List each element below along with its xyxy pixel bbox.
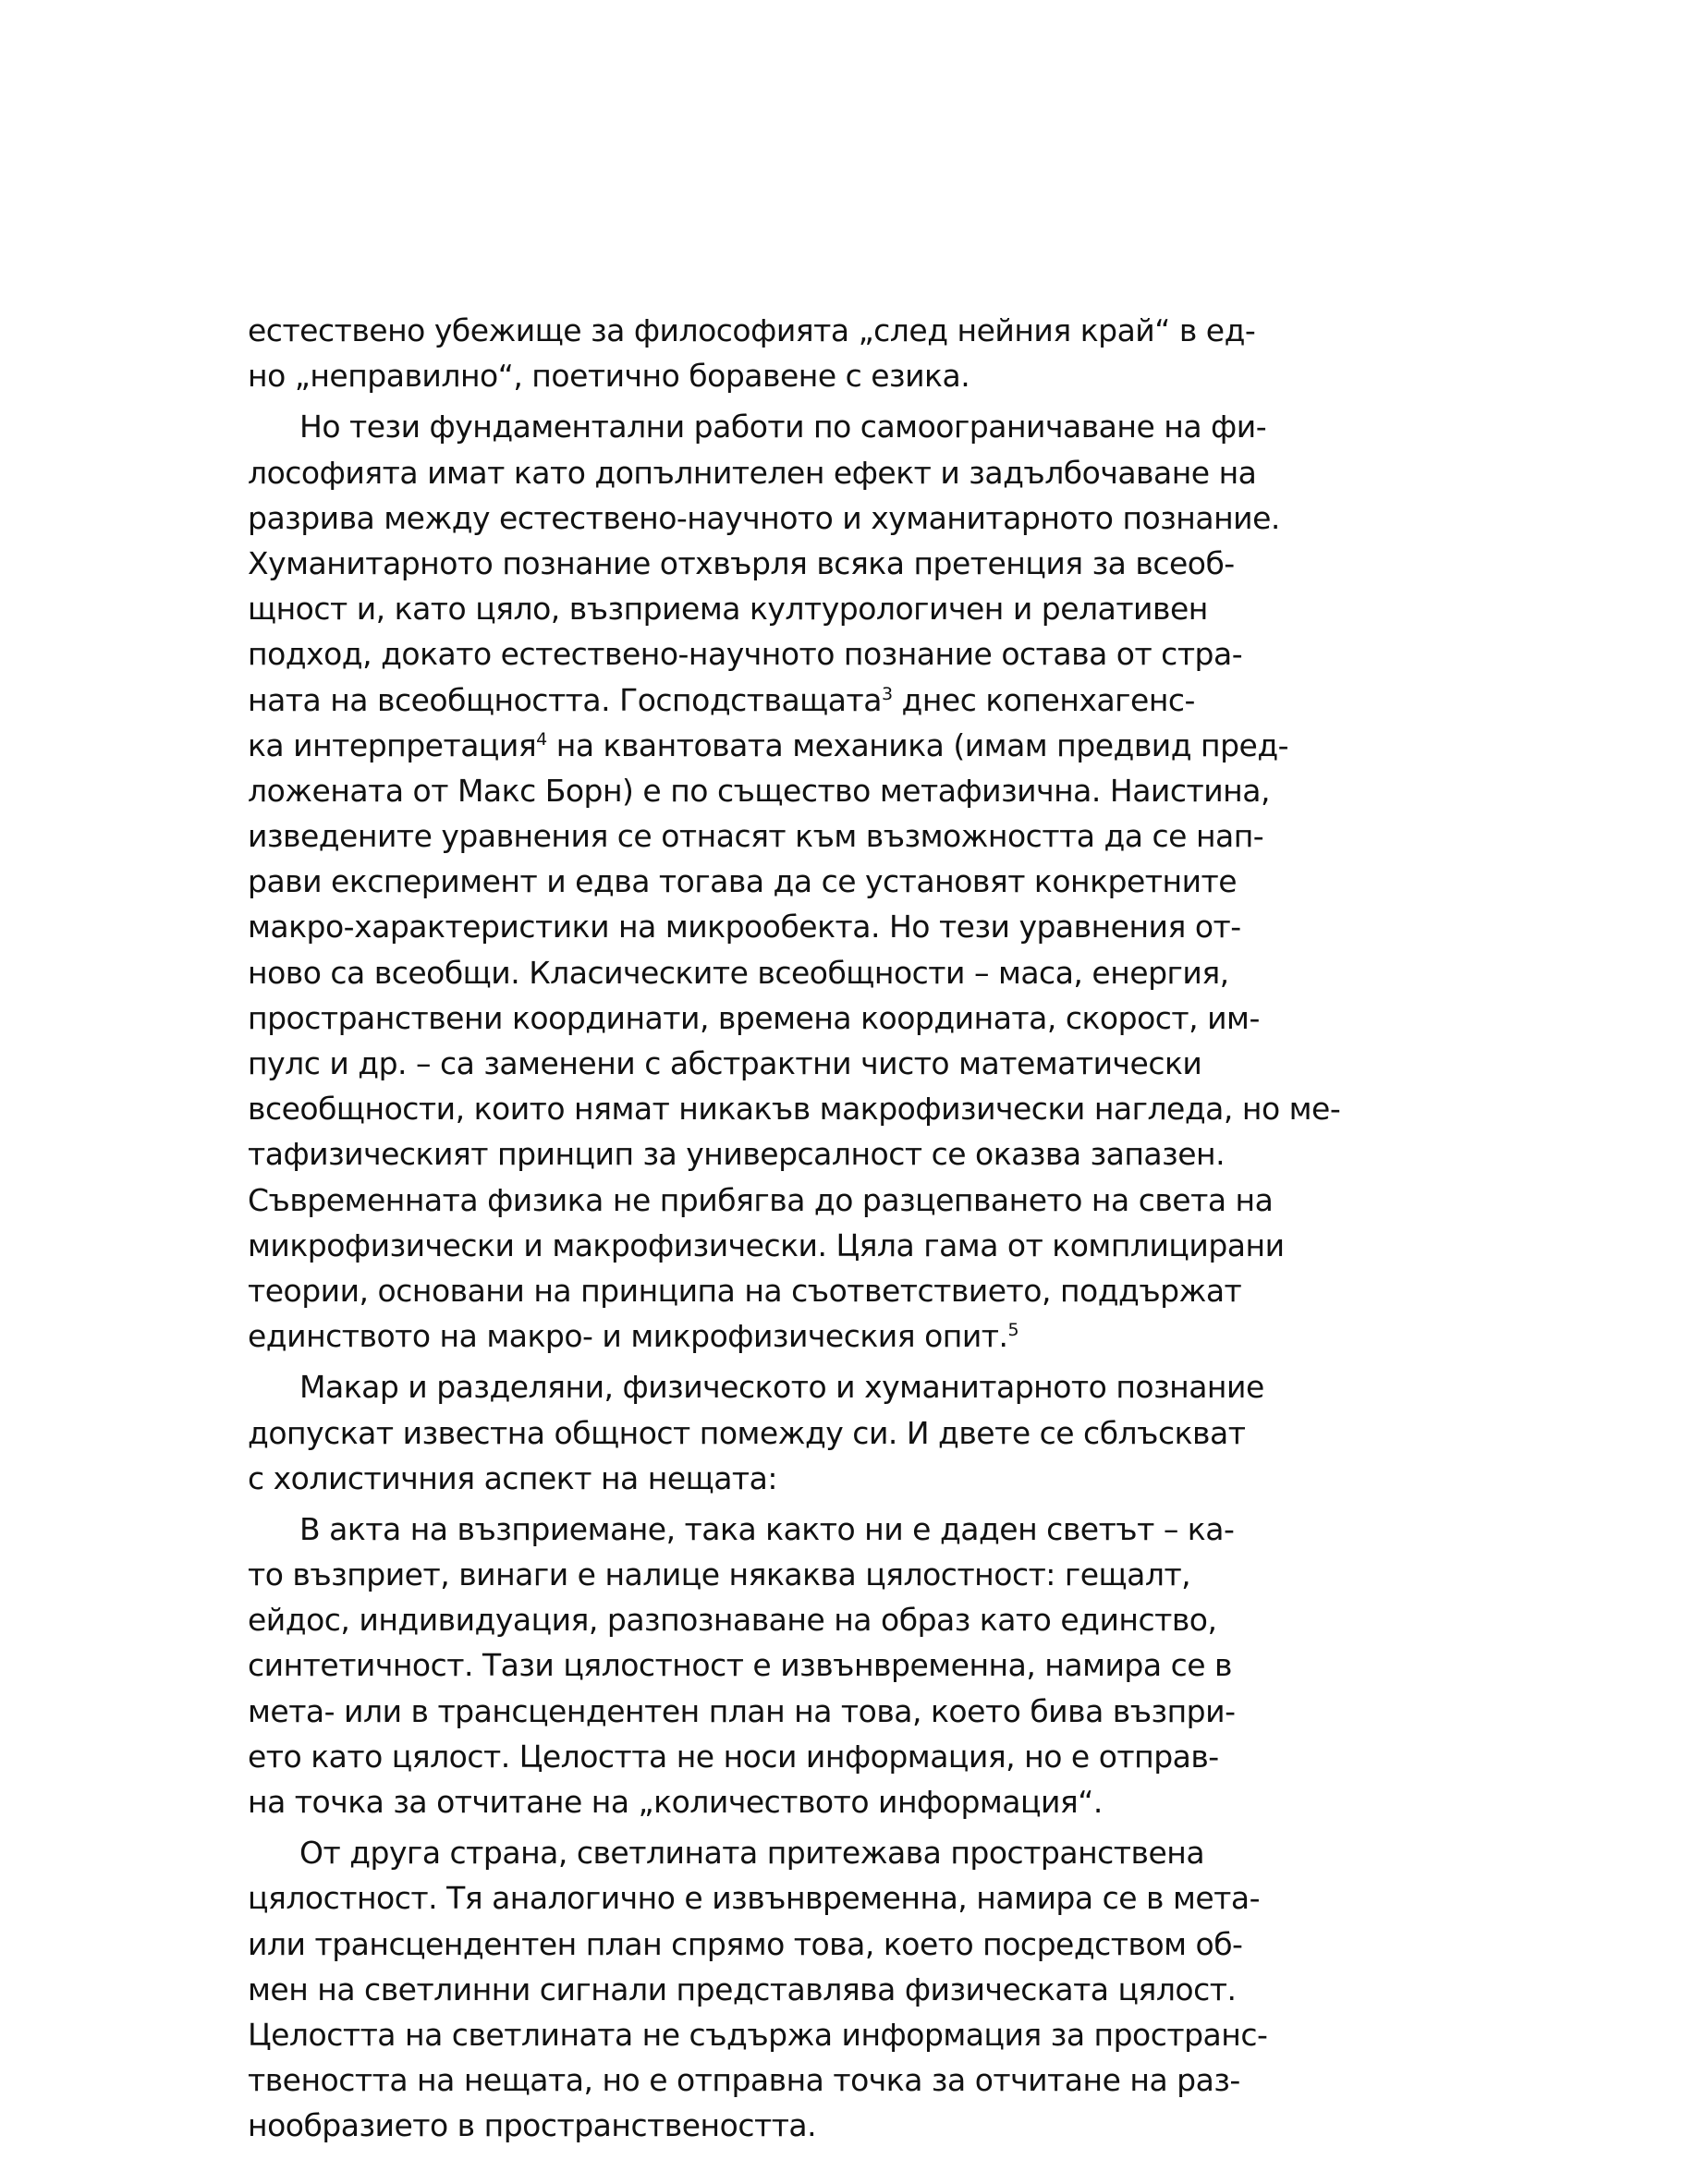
text-line: щност и, като цяло, възприема културологичен и релативен bbox=[248, 591, 1208, 628]
text-line: лософията имат като допълнителен ефект и задълбочаване на bbox=[248, 454, 1257, 491]
text-line-with-footnote bbox=[248, 677, 1348, 723]
line-text: единството на макро- и микрофизическия опит. bbox=[248, 1318, 1008, 1355]
text-line: тафизическият принцип за универсалност се оказва запазен. bbox=[248, 1136, 1226, 1173]
text-line: рави експеримент и едва тогава да се установят конкретните bbox=[248, 863, 1238, 900]
text-line: Съвременната физика не прибягва до разцепването на света на bbox=[248, 1181, 1274, 1218]
text-line: От друга страна, светлината притежава пространствена bbox=[299, 1835, 1205, 1872]
footnote-marker-4[interactable]: 4 bbox=[536, 728, 547, 750]
text-line: ейдос, индивидуация, разпознаване на образ като единство, bbox=[248, 1602, 1217, 1639]
footnote-marker-3[interactable]: 3 bbox=[881, 683, 893, 704]
line-text: ка интерпретация bbox=[248, 726, 537, 763]
text-line: В акта на възприемане, така както ни е даден светът – ка- bbox=[299, 1510, 1235, 1547]
text-line: подход, докато естествено-научното познание остава от стра- bbox=[248, 636, 1243, 673]
text-line: микрофизически и макрофизически. Цяла гама от комплицирани bbox=[248, 1226, 1285, 1263]
text-line: но „неправилно“, поетично боравене с езика. bbox=[248, 358, 970, 395]
paragraph-4 bbox=[248, 1507, 1348, 1824]
body-text bbox=[248, 308, 1348, 2149]
text-line: ново са всеобщи. Класическите всеобщности – маса, енергия, bbox=[248, 954, 1229, 991]
text-line: Хуманитарното познание отхвърля всяка претенция за всеоб- bbox=[248, 544, 1235, 581]
text-line: пространствени координати, времена координата, скорост, им- bbox=[248, 999, 1260, 1036]
line-text: на квантовата механика (имам предвид пред- bbox=[546, 726, 1289, 763]
text-line: на точка за отчитане на „количеството информация“. bbox=[248, 1784, 1103, 1820]
footnote-marker-5[interactable]: 5 bbox=[1007, 1320, 1019, 1341]
text-line-with-footnote bbox=[248, 723, 1348, 768]
text-line: ложената от Макс Борн) е по същество метафизична. Наистина, bbox=[248, 772, 1270, 809]
text-line: разрива между естествено-научното и хуманитарното познание. bbox=[248, 499, 1280, 536]
paragraph-1 bbox=[248, 308, 1348, 398]
text-line: нообразието в пространствеността. bbox=[248, 2107, 817, 2144]
line-text: днес копенхагенс- bbox=[892, 681, 1195, 718]
text-line: то възприет, винаги е налице някаква цялостност: гещалт, bbox=[248, 1556, 1191, 1593]
text-line: с холистичния аспект на нещата: bbox=[248, 1459, 777, 1496]
text-line: мен на светлинни сигнали представлява физическата цялост. bbox=[248, 1970, 1237, 2007]
text-line: Но тези фундаментални работи по самоограничаване на фи- bbox=[299, 409, 1267, 445]
text-line: естествено убежище за философията „след нейния край“ в ед- bbox=[248, 312, 1256, 348]
text-line: синтетичност. Тази цялостност е извънвременна, намира се в bbox=[248, 1647, 1232, 1684]
text-line: всеобщности, които нямат никакъв макрофизически нагледа, но ме- bbox=[248, 1091, 1341, 1128]
paragraph-2 bbox=[248, 404, 1348, 1359]
line-text: ната на всеобщността. Господстващата bbox=[248, 681, 882, 718]
text-line: мета- или в трансцендентен план на това, което бива възпри- bbox=[248, 1692, 1236, 1729]
text-line: цялостност. Тя аналогично е извънвременна, намира се в мета- bbox=[248, 1880, 1261, 1917]
text-line: твеността на нещата, но е отправна точка за отчитане на раз- bbox=[248, 2062, 1240, 2099]
text-line: Макар и разделяни, физическото и хуманитарното познание bbox=[299, 1369, 1264, 1406]
text-line: пулс и др. – са заменени с абстрактни чисто математически bbox=[248, 1045, 1202, 1081]
paragraph-3 bbox=[248, 1364, 1348, 1501]
text-line: макро-характеристики на микрообекта. Но тези уравнения от- bbox=[248, 909, 1241, 946]
text-line-with-footnote bbox=[248, 1313, 1348, 1359]
paragraph-5 bbox=[248, 1830, 1348, 2148]
text-line: теории, основани на принципа на съответствието, поддържат bbox=[248, 1272, 1242, 1309]
text-line: или трансцендентен план спрямо това, което посредством об- bbox=[248, 1925, 1243, 1962]
text-line: Целостта на светлината не съдържа информация за пространс- bbox=[248, 2016, 1268, 2053]
text-line: допускат известна общност помежду си. И двете се сблъскват bbox=[248, 1414, 1246, 1451]
text-line: изведените уравнения се отнасят към възможността да се нап- bbox=[248, 818, 1264, 855]
text-line: ето като цялост. Целостта не носи информация, но е отправ- bbox=[248, 1738, 1219, 1775]
